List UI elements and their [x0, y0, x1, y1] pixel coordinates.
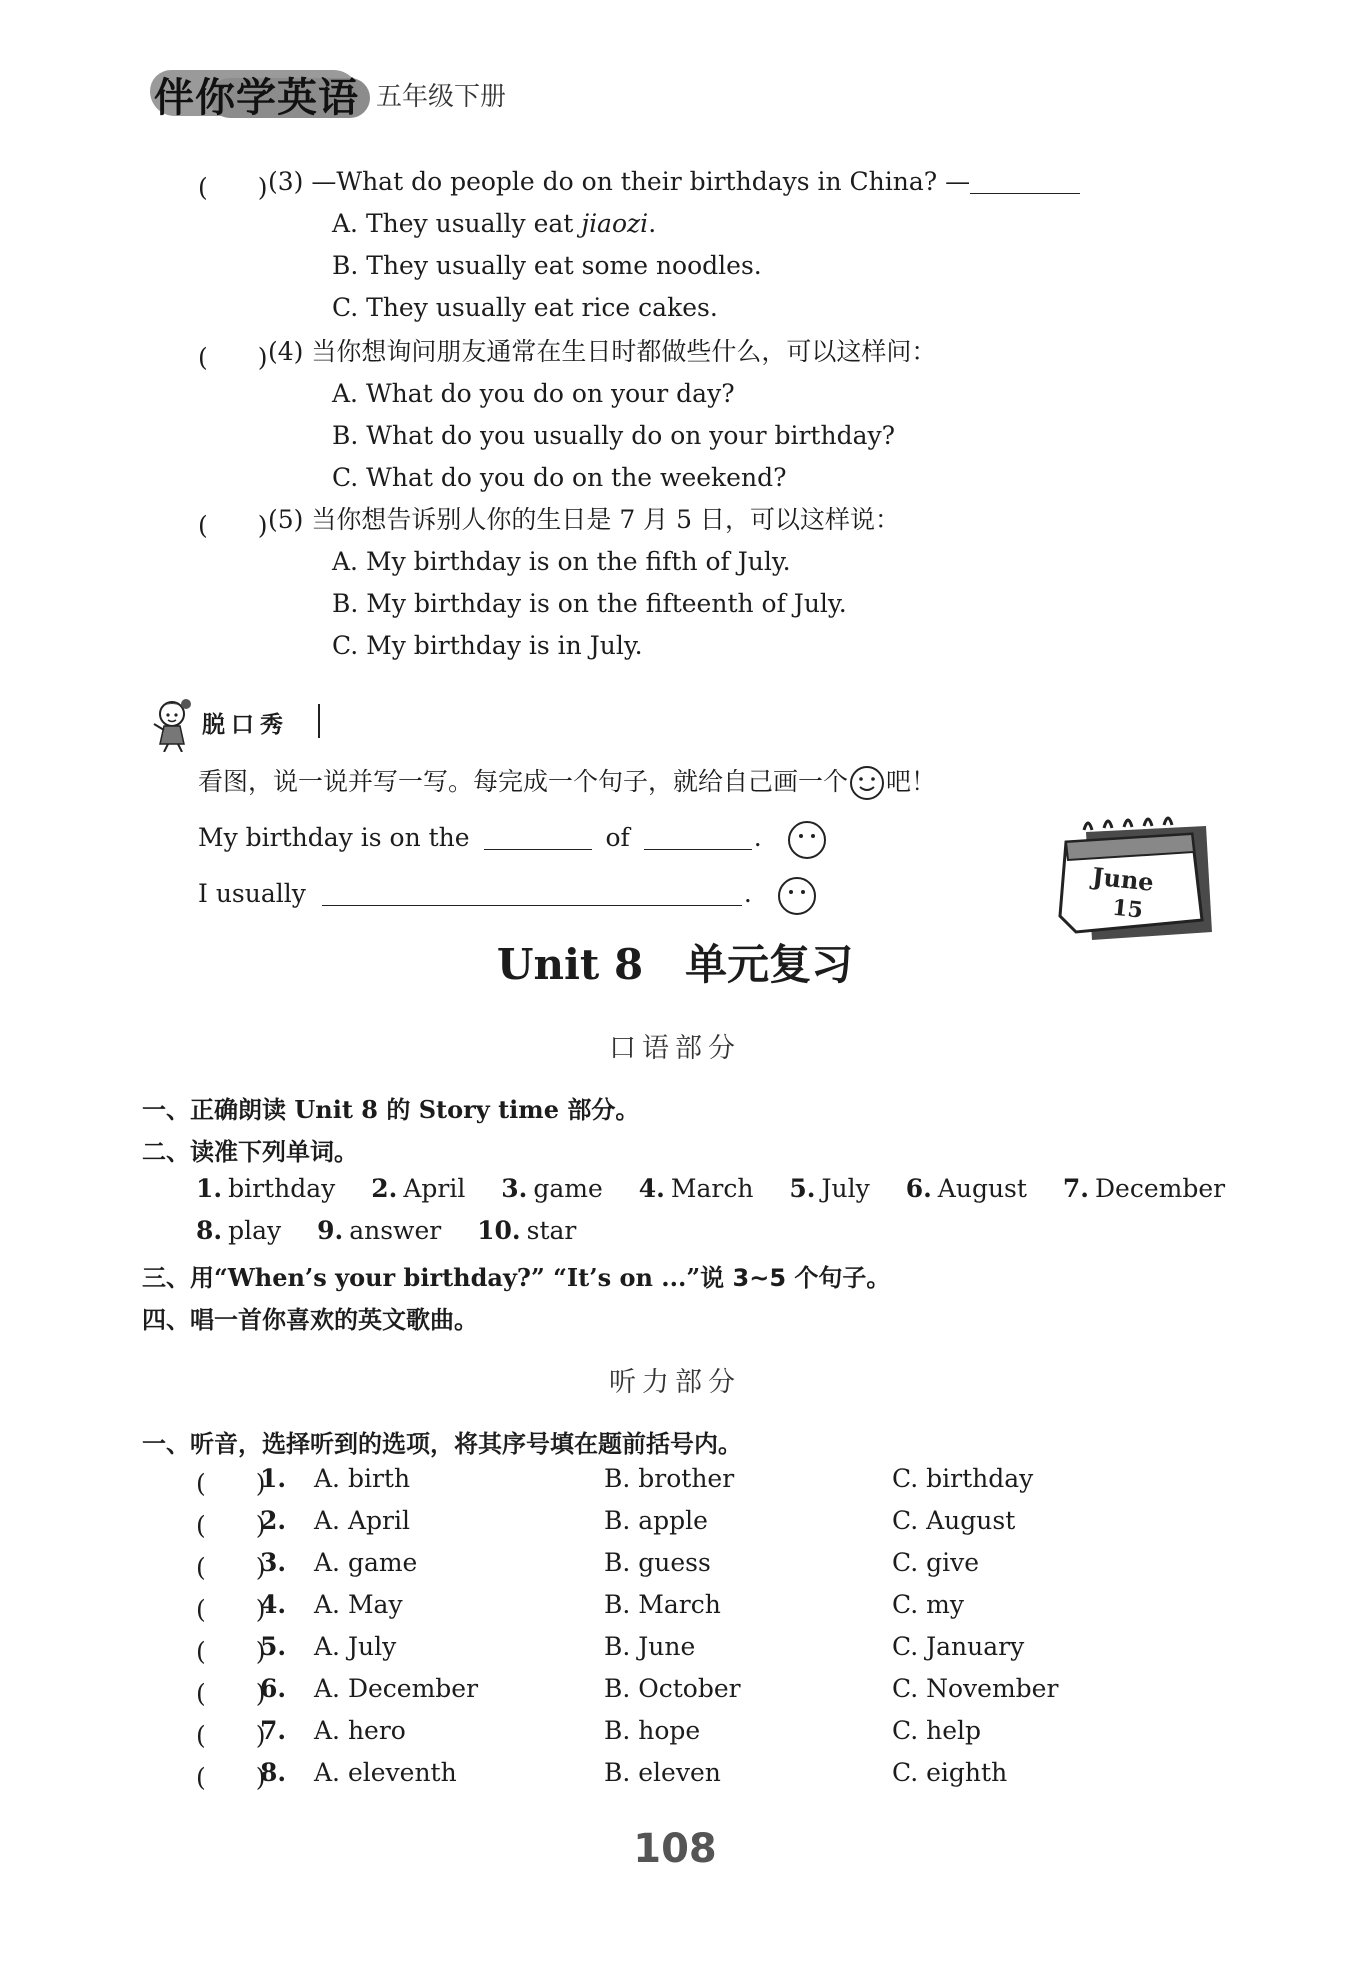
listening-question: [196, 1758, 1096, 1792]
listening-section-title: 听力部分: [609, 1367, 741, 1398]
question-number: (4): [268, 337, 304, 366]
listening-instruction: 一、听音，选择听到的选项，将其序号填在题前括号内。: [142, 1430, 742, 1458]
option-a: [332, 208, 656, 240]
sentence-2: [198, 874, 818, 917]
word-number: 8.: [196, 1216, 223, 1245]
listening-question: [196, 1464, 1096, 1498]
question-3: [268, 166, 1080, 198]
sentence-text: My birthday is on the: [198, 823, 470, 852]
question-number: 3.: [260, 1548, 287, 1577]
question-number: 4.: [260, 1590, 287, 1619]
question-5: [268, 504, 900, 536]
answer-paren[interactable]: ( ): [196, 1679, 266, 1708]
question-number: 1.: [260, 1464, 287, 1493]
text: 的: [378, 1096, 419, 1124]
option-c: C. January: [892, 1632, 1025, 1661]
talk-show-label: 脱口秀: [202, 712, 289, 738]
text: “When’s your birthday?” “It’s on ...”: [214, 1263, 701, 1292]
option-letter: A.: [332, 547, 359, 576]
option-text: What do you do on your day?: [365, 379, 735, 408]
page-number: 108: [633, 1826, 717, 1872]
option-c: C. give: [892, 1548, 980, 1577]
question-number: (5): [268, 505, 304, 534]
option-b: B. brother: [604, 1464, 735, 1493]
option-letter: A.: [332, 209, 359, 238]
option-b: B. eleven: [604, 1758, 721, 1787]
answer-paren[interactable]: ( ): [196, 1721, 266, 1750]
answer-paren[interactable]: ( ): [196, 1637, 266, 1666]
divider: [318, 704, 320, 738]
option-letter: C.: [332, 463, 359, 492]
option-a: A. July: [314, 1632, 397, 1661]
option-text: My birthday is in July.: [366, 631, 643, 660]
answer-paren[interactable]: ( ): [198, 343, 268, 372]
answer-paren[interactable]: ( ): [198, 511, 268, 540]
text: 说 3~5 个句子。: [700, 1264, 891, 1292]
sentence-text: I usually: [198, 879, 306, 908]
option-a: A. eleventh: [314, 1758, 457, 1787]
option-a: A. April: [314, 1506, 410, 1535]
option-text: What do you do on the weekend?: [366, 463, 787, 492]
calendar-icon: [1056, 812, 1216, 942]
word: April: [403, 1174, 466, 1203]
activity-blank[interactable]: [322, 881, 742, 906]
word-list-row-2: [196, 1216, 604, 1245]
listening-question: [196, 1632, 1096, 1666]
option-a: [332, 378, 735, 410]
listening-question: [196, 1590, 1096, 1624]
option-letter: C.: [332, 293, 359, 322]
word-number: 7.: [1062, 1174, 1089, 1203]
option-letter: B.: [332, 251, 359, 280]
brand-title: 伴你学英语: [154, 75, 359, 121]
question-prompt: 当你想告诉别人你的生日是 7 月 5 日，可以这样说：: [311, 505, 900, 534]
question-4: [268, 336, 936, 368]
question-number: 8.: [260, 1758, 287, 1787]
oral-section-title: 口语部分: [609, 1033, 741, 1064]
answer-blank[interactable]: [970, 169, 1080, 194]
option-b: [332, 588, 847, 620]
answer-paren[interactable]: ( ): [196, 1595, 266, 1624]
question-number: 6.: [260, 1674, 287, 1703]
option-text: They usually eat some noodles.: [366, 251, 762, 280]
smiley-icon[interactable]: [776, 875, 818, 917]
answer-paren[interactable]: ( ): [196, 1469, 266, 1498]
option-c: C. eighth: [892, 1758, 1008, 1787]
option-letter: B.: [332, 589, 359, 618]
answer-paren[interactable]: ( ): [196, 1553, 266, 1582]
option-text: My birthday is on the fifth of July.: [365, 547, 791, 576]
question-number: 7.: [260, 1716, 287, 1745]
answer-paren[interactable]: ( ): [196, 1763, 266, 1792]
instruction-text: 看图，说一说并写一写。每完成一个句子，就给自己画一个: [198, 767, 849, 796]
word-number: 4.: [638, 1174, 665, 1203]
word: play: [228, 1216, 282, 1245]
word-number: 5.: [789, 1174, 816, 1203]
word-number: 1.: [196, 1174, 223, 1203]
listening-question: [196, 1716, 1096, 1750]
text: 一、正确朗读: [142, 1096, 295, 1124]
option-italic-word: jiaozi: [581, 209, 649, 238]
answer-paren[interactable]: ( ): [196, 1511, 266, 1540]
listening-question: [196, 1674, 1096, 1708]
text: 三、用: [142, 1264, 214, 1292]
option-c: C. November: [892, 1674, 1059, 1703]
text: Unit 8: [294, 1095, 378, 1124]
option-b: [332, 250, 762, 282]
grade-subtitle: 五年级下册: [376, 82, 507, 112]
option-c: C. birthday: [892, 1464, 1034, 1493]
question-prompt: —What do people do on their birthdays in China? —: [311, 167, 971, 196]
oral-item-1: [142, 1090, 639, 1125]
calendar-day: 15: [1111, 894, 1145, 924]
word-number: 10.: [477, 1216, 521, 1245]
word: star: [526, 1216, 577, 1245]
answer-paren[interactable]: ( ): [198, 173, 268, 202]
option-text: What do you usually do on your birthday?: [366, 421, 896, 450]
option-text: They usually eat: [365, 209, 582, 238]
option-b: B. October: [604, 1674, 741, 1703]
option-b: B. guess: [604, 1548, 711, 1577]
option-b: B. March: [604, 1590, 721, 1619]
option-c: C. August: [892, 1506, 1016, 1535]
word-number: 9.: [317, 1216, 344, 1245]
option-a: [332, 546, 791, 578]
oral-item-2: 二、读准下列单词。: [142, 1138, 358, 1166]
instruction-end: 吧！: [886, 767, 937, 796]
word: birthday: [228, 1174, 336, 1203]
word: August: [937, 1174, 1027, 1203]
question-number: 2.: [260, 1506, 287, 1535]
listening-question: [196, 1548, 1096, 1582]
sentence-1: [198, 818, 828, 861]
day-blank[interactable]: [484, 825, 592, 850]
option-letter: C.: [332, 631, 359, 660]
option-a: A. game: [314, 1548, 418, 1577]
option-c: C. my: [892, 1590, 964, 1619]
sentence-text: of: [605, 823, 630, 852]
question-number: 5.: [260, 1632, 287, 1661]
word-number: 2.: [371, 1174, 398, 1203]
option-c: [332, 462, 787, 494]
text: Story time: [418, 1095, 559, 1124]
word-list-row-1: [196, 1174, 1253, 1203]
option-text: My birthday is on the fifteenth of July.: [366, 589, 847, 618]
sentence-end: .: [753, 823, 762, 852]
word-number: 6.: [905, 1174, 932, 1203]
option-letter: B.: [332, 421, 359, 450]
question-number: (3): [268, 167, 304, 196]
option-a: A. December: [314, 1674, 479, 1703]
word-number: 3.: [501, 1174, 528, 1203]
option-b: B. June: [604, 1632, 696, 1661]
unit-title: Unit 8 单元复习: [496, 940, 854, 989]
question-prompt: 当你想询问朋友通常在生日时都做些什么，可以这样问：: [311, 337, 937, 366]
girl-mascot-icon: [150, 696, 198, 752]
sentence-end: .: [743, 879, 752, 908]
option-a: A. birth: [314, 1464, 411, 1493]
oral-item-4: 四、唱一首你喜欢的英文歌曲。: [142, 1306, 478, 1334]
calendar-month: June: [1090, 861, 1156, 897]
option-b: B. apple: [604, 1506, 708, 1535]
option-a: A. May: [314, 1590, 403, 1619]
option-b: B. hope: [604, 1716, 701, 1745]
word: March: [670, 1174, 754, 1203]
smiley-icon[interactable]: [786, 819, 828, 861]
word: December: [1095, 1174, 1226, 1203]
option-c: [332, 630, 643, 662]
month-blank[interactable]: [644, 825, 752, 850]
oral-item-3: [142, 1258, 890, 1293]
option-text: They usually eat rice cakes.: [366, 293, 718, 322]
option-c: [332, 292, 718, 324]
word: game: [533, 1174, 603, 1203]
word: answer: [349, 1216, 442, 1245]
option-c: C. help: [892, 1716, 982, 1745]
option-end: .: [648, 209, 657, 238]
text: 部分。: [558, 1096, 640, 1124]
talk-show-instruction: [198, 762, 936, 802]
word: July: [821, 1174, 870, 1203]
option-b: [332, 420, 895, 452]
option-a: A. hero: [314, 1716, 406, 1745]
listening-question: [196, 1506, 1096, 1540]
smiley-icon: [848, 764, 886, 802]
talk-show-section-header: [150, 696, 320, 744]
option-letter: A.: [332, 379, 359, 408]
